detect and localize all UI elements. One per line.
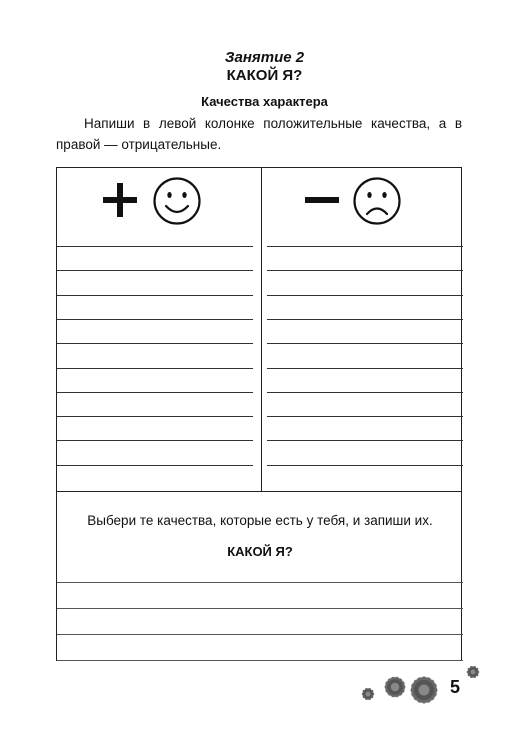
writing-line [267, 319, 463, 320]
instruction-text: Напиши в левой колонке положительные качества, а в правой — отрицательные. [56, 116, 462, 152]
gear-flowers-icon [358, 662, 484, 708]
writing-line [57, 465, 253, 466]
lesson-label: Занятие 2 [224, 49, 305, 66]
bottom-prompt: Выбери те качества, которые есть у тебя, и запиши их. [87, 513, 433, 528]
bottom-title: КАКОЙ Я? [227, 544, 293, 559]
writing-line [267, 270, 463, 271]
writing-line [267, 416, 463, 417]
writing-line [267, 465, 463, 466]
writing-line [267, 295, 463, 296]
minus-icon [305, 197, 339, 203]
writing-line [57, 440, 253, 441]
writing-line [57, 582, 463, 583]
writing-line [57, 295, 253, 296]
smiley-happy-icon [153, 177, 201, 225]
writing-line [57, 246, 253, 247]
column-divider [261, 168, 262, 491]
writing-line [57, 270, 253, 271]
writing-line [57, 416, 253, 417]
page-number: 5 [450, 677, 461, 697]
section-subtitle: Качества характера [201, 94, 328, 109]
writing-line [267, 368, 463, 369]
writing-line [57, 319, 253, 320]
worksheet-table [56, 167, 462, 661]
smiley-sad-icon [353, 177, 401, 225]
writing-line [267, 440, 463, 441]
writing-line [57, 660, 463, 661]
writing-line [57, 343, 253, 344]
writing-line [267, 392, 463, 393]
writing-line [57, 392, 253, 393]
writing-line [267, 246, 463, 247]
section-divider [57, 491, 461, 492]
writing-line [57, 608, 463, 609]
writing-line [267, 343, 463, 344]
writing-line [57, 634, 463, 635]
writing-line [57, 368, 253, 369]
plus-icon [103, 183, 137, 217]
page-title: КАКОЙ Я? [226, 67, 303, 84]
